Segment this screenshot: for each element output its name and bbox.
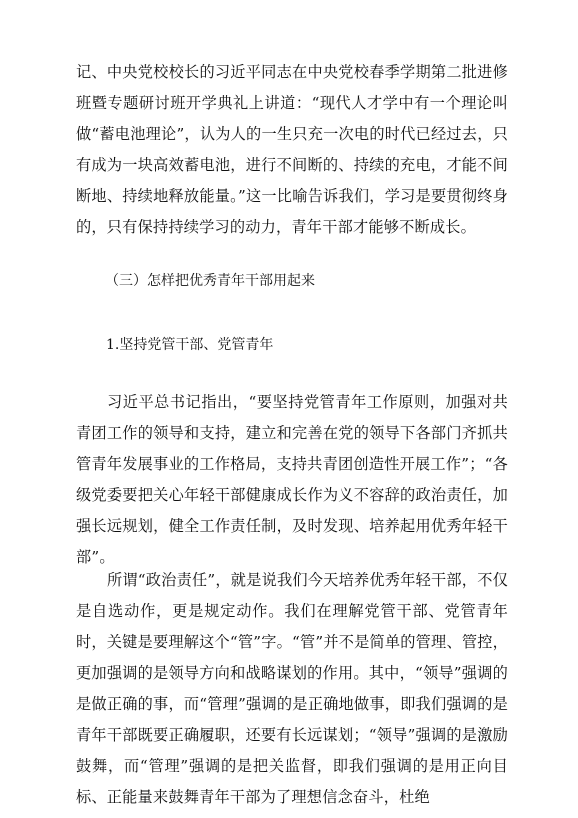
- paragraph-political-responsibility: 所谓“政治责任”，就是说我们今天培养优秀年轻干部，不仅是自选动作，更是规定动作。我们在理解党管干部、党管青年时，关键是要理解这个“管”字。“管”并不是简单的管理、管控，更加强调的是领导方向和战略谋划的作用。其中，“领导”强调的是做正确的事，而“管理”强调的是正确地做事，即我们强调的是青年干部既要正确履职，还要有长远谋划；“领导”强调的是激励鼓舞，而“管理”强调的是把关监督，即我们强调的是用正向目标、正能量来鼓舞青年干部为了理想信念奋斗，杜绝: [76, 571, 508, 806]
- subsection-heading: 1.坚持党管干部、党管青年: [106, 337, 274, 353]
- section-heading: （三）怎样把优秀青年干部用起来: [105, 273, 315, 289]
- paragraph-quote: 习近平总书记指出，“要坚持党管青年工作原则，加强对共青团工作的领导和支持，建立和完善在党的领导下各部门齐抓共管青年发展事业的工作格局，支持共青团创造性开展工作”；“各级党委要把关心年轻干部健康成长作为义不容辞的政治责任，加强长远规划，健全工作责任制，及时发现、培养起用优秀年轻干部”。: [76, 393, 508, 566]
- paragraph-continued: 记、中央党校校长的习近平同志在中央党校春季学期第二批进修班暨专题研讨班开学典礼上讲道：“现代人才学中有一个理论叫做“蓄电池理论”，认为人的一生只充一次电的时代已经过去，只有成为一块高效蓄电池，进行不间断的、持续的充电，才能不间断地、持续地释放能量。”这一比喻告诉我们，学习是要贯彻终身的，只有保持持续学习的动力，青年干部才能够不断成长。: [76, 63, 508, 236]
